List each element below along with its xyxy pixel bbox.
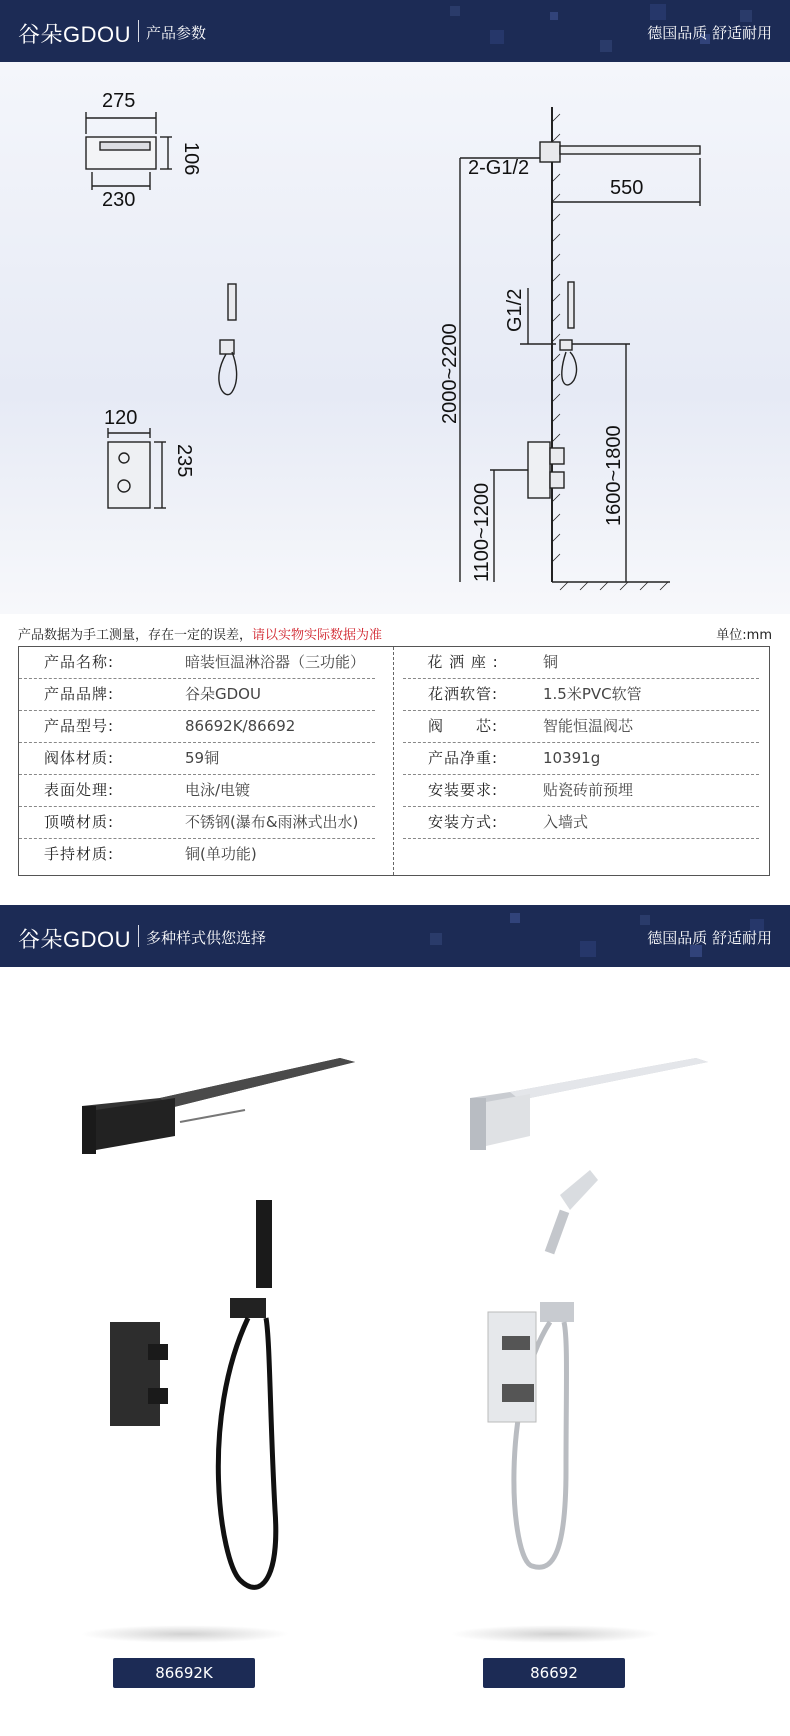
dimension-diagram: [0, 62, 790, 614]
spec-row: [403, 807, 759, 839]
dim-hand-range: 1600~1800: [603, 425, 625, 526]
black-valve: [110, 1322, 168, 1426]
spec-key: 安装方式:: [427, 813, 499, 831]
section-title: 多种样式供您选择: [146, 929, 267, 947]
spec-key: 安装要求:: [427, 781, 499, 799]
spec-value: 暗装恒温淋浴器（三功能）: [185, 653, 366, 671]
technical-drawing: [0, 62, 790, 614]
spec-row: [19, 679, 375, 711]
header-band: [0, 0, 790, 62]
spec-key: 产品名称:: [43, 653, 115, 671]
spec-row: [19, 807, 375, 839]
spec-key: 阀 芯:: [427, 717, 499, 735]
overhead-inlet: [540, 142, 560, 162]
spec-key: 花洒软管:: [427, 685, 499, 703]
spec-value: 智能恒温阀芯: [543, 717, 634, 735]
spec-value: 铜(单功能): [185, 845, 257, 863]
spec-row: [19, 775, 375, 807]
spec-key: 表面处理:: [43, 781, 115, 799]
spec-key: 产品净重:: [427, 749, 499, 767]
header-band: [0, 905, 790, 967]
spec-value: 10391g: [543, 749, 601, 767]
spec-value: 电泳/电镀: [185, 781, 251, 799]
slogan: 德国品质 舒适耐用: [647, 929, 772, 947]
overhead-shower-side: [560, 146, 700, 154]
spec-table: [18, 646, 770, 876]
dim-top-bottom: 230: [102, 189, 136, 211]
dimension-labels: [102, 90, 643, 582]
dim-inlet-mid: G1/2: [504, 288, 526, 332]
spec-row: [403, 647, 759, 679]
hand-shower-side: [568, 282, 574, 328]
spec-row: [19, 839, 375, 871]
spec-key: 花 洒 座 :: [427, 653, 499, 671]
table-divider: [393, 647, 394, 875]
spec-row: [19, 647, 375, 679]
spec-row: [19, 743, 375, 775]
section-title: 产品参数: [146, 24, 207, 42]
spec-value: 入墙式: [543, 813, 589, 831]
black-hand-shower: [218, 1200, 275, 1587]
divider: [138, 925, 139, 947]
black-overhead-shower: [82, 1058, 355, 1154]
spec-row: [403, 743, 759, 775]
dim-arm-length: 550: [610, 177, 644, 199]
spec-key: 顶喷材质:: [43, 813, 115, 831]
note-text: 产品数据为手工测量，存在一定的误差，: [18, 628, 253, 643]
product-shadow: [80, 1625, 290, 1643]
model-badge-black: 86692K: [113, 1658, 255, 1688]
note-warning: 请以实物实际数据为准: [252, 628, 383, 643]
slogan: 德国品质 舒适耐用: [647, 24, 772, 42]
dim-valve-range: 1100~1200: [471, 482, 493, 582]
brand-logo: 谷朵GDOU: [18, 22, 132, 47]
chrome-overhead-shower: [470, 1058, 708, 1150]
product-shadow: [450, 1625, 660, 1643]
product-black-shower-set: [70, 1040, 370, 1600]
spec-row: [403, 711, 759, 743]
dim-top-width: 275: [102, 90, 136, 112]
spec-row: [403, 775, 759, 807]
valve-front-view: [108, 442, 150, 508]
divider: [138, 20, 139, 42]
unit-label: 单位:mm: [716, 628, 772, 643]
spec-value: 贴瓷砖前预埋: [543, 781, 634, 799]
spec-value: 86692K/86692: [185, 717, 296, 735]
product-chrome-shower-set: [440, 1040, 740, 1600]
dim-total-height: 2000~2200: [439, 323, 461, 424]
model-badge-chrome: 86692: [483, 1658, 625, 1688]
spec-value: 谷朵GDOU: [185, 685, 261, 703]
dim-inlet-top: 2-G1/2: [468, 157, 530, 179]
spec-value: 铜: [543, 653, 559, 671]
dim-top-height: 106: [180, 142, 202, 176]
spec-row: [19, 711, 375, 743]
dim-valve-height: 235: [173, 444, 195, 478]
measurement-note: [18, 624, 382, 643]
spec-value: 1.5米PVC软管: [543, 685, 642, 703]
dim-valve-width: 120: [104, 407, 138, 429]
spec-row: [403, 679, 759, 711]
brand-logo: 谷朵GDOU: [18, 927, 132, 952]
spec-value: 不锈钢(瀑布&雨淋式出水): [185, 813, 359, 831]
spec-key: 产品品牌:: [43, 685, 115, 703]
spec-key: 阀体材质:: [43, 749, 115, 767]
spec-key: 产品型号:: [43, 717, 115, 735]
valve-side-view: [528, 442, 550, 498]
spec-key: 手持材质:: [43, 845, 115, 863]
handheld-sketch: [228, 284, 236, 320]
spec-value: 59铜: [185, 749, 220, 767]
chrome-valve: [488, 1312, 536, 1422]
